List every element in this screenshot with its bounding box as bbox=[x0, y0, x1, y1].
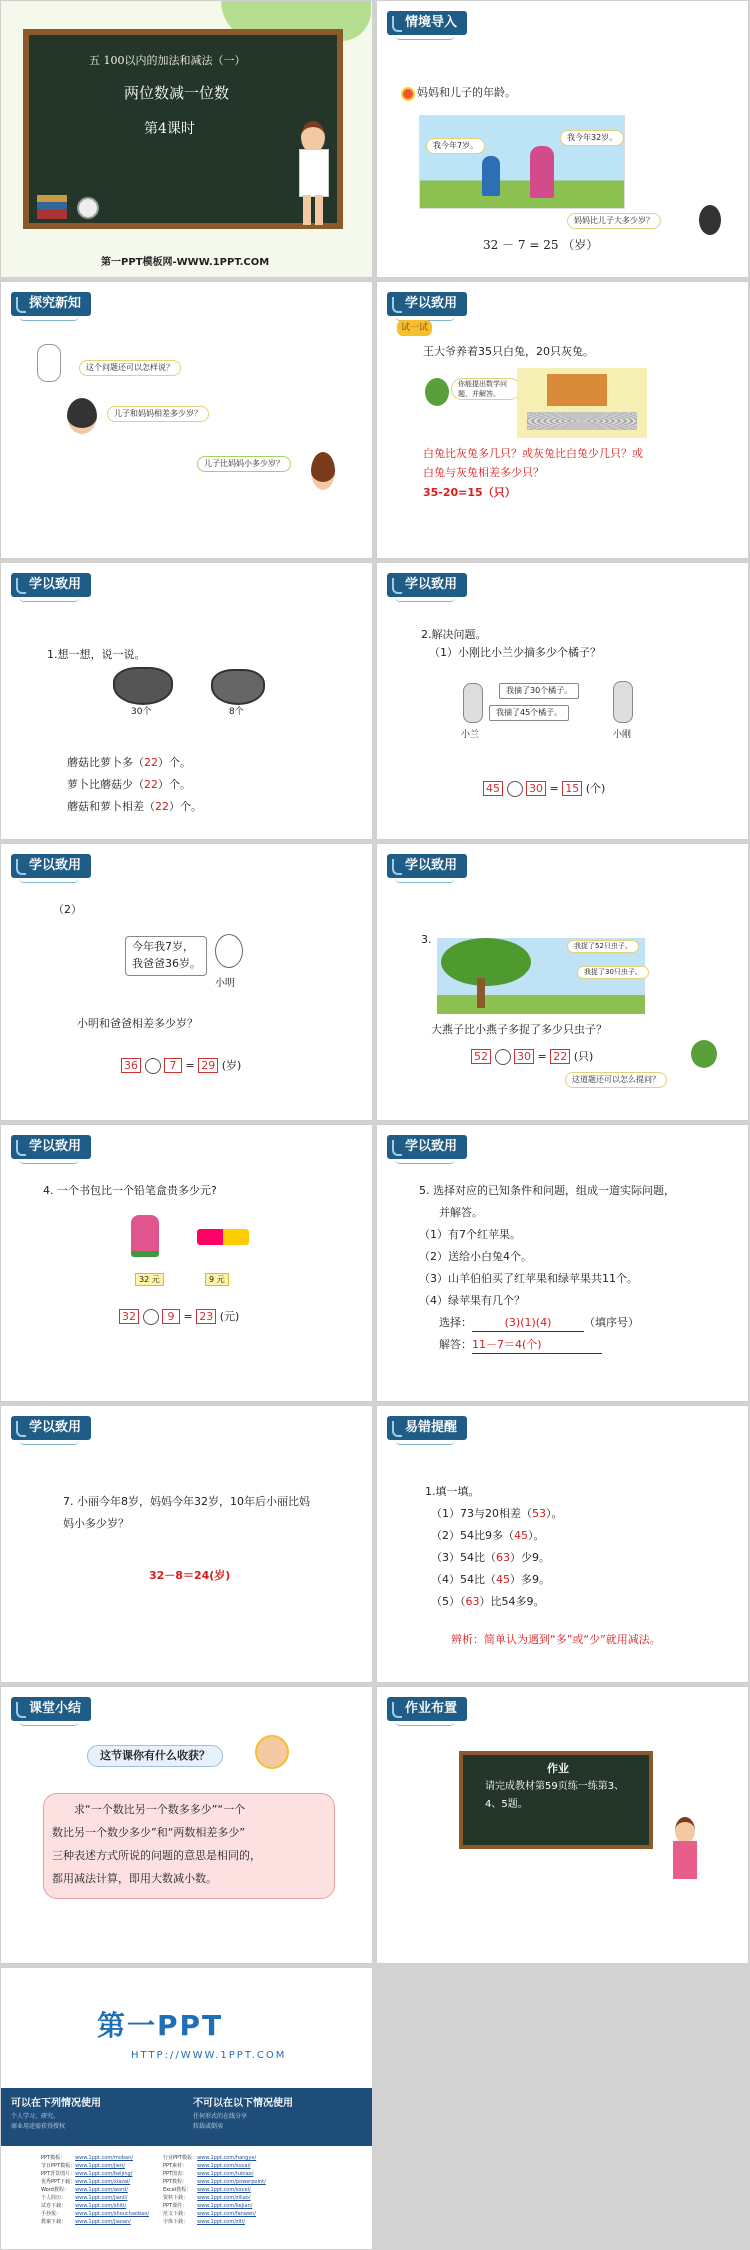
slide-mushrooms[interactable] bbox=[0, 562, 373, 840]
resource-label: PPT背景图片： bbox=[41, 2171, 76, 2177]
fill-line-2: （2）54比9多（45）。 bbox=[431, 1529, 545, 1542]
resource-label: 范文下载： bbox=[162, 2211, 188, 2217]
can-use-1: 个人学习、研究。 bbox=[11, 2113, 60, 2120]
boy-figure bbox=[311, 452, 335, 490]
summary-line3: 三种表述方式所说的问题的意思是相同的， bbox=[52, 1849, 261, 1862]
bubble-difference: 儿子和妈妈相差多少岁？ bbox=[107, 406, 209, 422]
girl-figure bbox=[67, 398, 97, 434]
resource-label: 节日PPT模板： bbox=[41, 2163, 76, 2169]
frog-figure bbox=[691, 1040, 717, 1068]
resource-link[interactable]: www.1ppt.com/tubiao/ bbox=[197, 2171, 254, 2177]
equation: 52 30 = 22 (只) bbox=[471, 1049, 593, 1065]
slide-apples[interactable] bbox=[376, 1124, 749, 1402]
section-badge: 学以致用 bbox=[387, 1135, 467, 1159]
label-xiaolan: 小兰 bbox=[461, 730, 480, 740]
resource-label: PPT课件： bbox=[162, 2203, 188, 2209]
slide-future-age[interactable] bbox=[0, 1405, 373, 1683]
frog-figure bbox=[425, 378, 449, 406]
xiaogang-figure bbox=[613, 681, 633, 723]
condition-1: （1）有7个红苹果。 bbox=[419, 1228, 521, 1241]
girl-figure bbox=[699, 205, 721, 235]
section-badge: 探究新知 bbox=[11, 292, 91, 316]
resource-link[interactable]: www.1ppt.com/xiazai/ bbox=[75, 2179, 131, 2185]
can-use-title: 可以在下列情况使用 bbox=[11, 2098, 101, 2109]
mom-bubble: 我今年32岁。 bbox=[560, 130, 624, 146]
radish-count: 8个 bbox=[229, 707, 244, 717]
resource-row bbox=[41, 2202, 280, 2210]
question-line2: 妈小多少岁？ bbox=[63, 1517, 129, 1530]
swallow-scene bbox=[437, 938, 645, 1014]
answer-line: 35-20=15（只） bbox=[423, 486, 516, 499]
resource-link[interactable]: www.1ppt.com/sucai/ bbox=[197, 2163, 251, 2169]
resource-row bbox=[41, 2162, 280, 2170]
bag-price: 32 元 bbox=[135, 1273, 164, 1286]
xiaoming-label: 小明 bbox=[215, 978, 235, 989]
resource-label: 试卷下载： bbox=[41, 2203, 67, 2209]
resource-row bbox=[41, 2218, 280, 2226]
slide-homework[interactable] bbox=[376, 1686, 749, 1964]
resource-label: 手抄报： bbox=[41, 2211, 62, 2217]
xiaolan-figure bbox=[463, 683, 483, 723]
bubble-line2: 我爸爸36岁。 bbox=[132, 957, 201, 970]
resource-link[interactable]: www.1ppt.com/kejian/ bbox=[197, 2203, 253, 2209]
bubble-52: 我捉了52只虫子。 bbox=[567, 940, 639, 953]
select-line: 选择： (3)(1)(4) （填序号） bbox=[439, 1315, 639, 1332]
section-badge: 情境导入 bbox=[387, 11, 467, 35]
answer: 32－8＝24(岁) bbox=[149, 1569, 231, 1582]
resource-label: 字体下载： bbox=[162, 2219, 188, 2225]
resource-link[interactable]: www.1ppt.com/word/ bbox=[75, 2187, 128, 2193]
resource-label: 优秀PPT下载： bbox=[41, 2179, 76, 2185]
summary-line2: 数比另一个数少多少”和“两数相差多少” bbox=[52, 1826, 246, 1839]
intro-line: 妈妈和儿子的年龄。 bbox=[417, 86, 516, 99]
fill-line-5: （5）（63）比54多9。 bbox=[431, 1595, 545, 1608]
label-xiaogang: 小刚 bbox=[613, 730, 632, 740]
resource-link[interactable]: www.1ppt.com/jieri/ bbox=[75, 2163, 125, 2169]
books-icon bbox=[37, 195, 67, 219]
pencilcase-icon bbox=[197, 1229, 249, 1245]
summary-card bbox=[43, 1793, 335, 1899]
resource-row bbox=[41, 2178, 280, 2186]
slide-bag-price[interactable] bbox=[0, 1124, 373, 1402]
exercise-title: 1.填一填。 bbox=[425, 1485, 480, 1498]
homework-line2: 4、5题。 bbox=[485, 1799, 528, 1810]
question-line1: 白兔比灰兔多几只？或灰兔比白兔少几只？或 bbox=[423, 447, 643, 460]
fill-line-3: （3）54比（63）少9。 bbox=[431, 1551, 550, 1564]
resource-link[interactable]: www.1ppt.com/ziti/ bbox=[197, 2219, 245, 2225]
exercise-title-2: 并解答。 bbox=[439, 1206, 483, 1219]
site-url[interactable]: HTTP://WWW.1PPT.COM bbox=[131, 2050, 287, 2061]
resource-row bbox=[41, 2170, 280, 2178]
tip-bubble: 这道题还可以怎么提问？ bbox=[565, 1072, 667, 1088]
resource-label: 资料下载： bbox=[162, 2195, 188, 2201]
flower-icon bbox=[401, 87, 415, 101]
section-badge: 学以致用 bbox=[11, 1416, 91, 1440]
resource-label: 行业PPT模板： bbox=[162, 2155, 198, 2161]
slide-apply-rabbits[interactable] bbox=[376, 281, 749, 559]
reflection-question: 这节课你有什么收获？ bbox=[87, 1745, 223, 1767]
question-bubble: 妈妈比儿子大多少岁？ bbox=[567, 213, 661, 229]
bubble-younger: 儿子比妈妈小多少岁？ bbox=[197, 456, 291, 472]
mom-figure bbox=[530, 146, 554, 198]
topic-title: 两位数减一位数 bbox=[124, 84, 230, 102]
section-badge: 易错提醒 bbox=[387, 1416, 467, 1440]
fill-line-4: （4）54比（45）多9。 bbox=[431, 1573, 550, 1586]
resource-link[interactable]: www.1ppt.com/moban/ bbox=[75, 2155, 133, 2161]
unit-title: 五 100以内的加法和减法（一） bbox=[89, 54, 246, 67]
section-badge: 学以致用 bbox=[387, 292, 467, 316]
resource-label: PPT模板： bbox=[41, 2155, 66, 2161]
summary-line1: 求“一个数比另一个数多多少”“一个 bbox=[74, 1803, 246, 1816]
resource-link[interactable]: www.1ppt.com/excel/ bbox=[197, 2187, 251, 2193]
clock-icon bbox=[77, 197, 99, 219]
condition-3: （3）山羊伯伯买了红苹果和绿苹果共11个。 bbox=[419, 1272, 638, 1285]
angel-figure bbox=[255, 1735, 289, 1769]
homework-line1: 请完成教材第59页练一练第3、 bbox=[485, 1781, 625, 1792]
cannot-use-title: 不可以在以下情况使用 bbox=[193, 2098, 293, 2109]
equation: 36 7 = 29 (岁) bbox=[121, 1058, 241, 1074]
resource-link[interactable]: www.1ppt.com/shouchaobao/ bbox=[75, 2211, 149, 2217]
exercise-title: （2） bbox=[53, 903, 82, 916]
equation: 32 9 = 23 (元) bbox=[119, 1309, 239, 1325]
can-use-2: 商业用途需获得授权 bbox=[11, 2123, 66, 2130]
question: 小明和爸爸相差多少岁？ bbox=[77, 1017, 198, 1030]
fill-line-2: 萝卜比蘑菇少（22）个。 bbox=[67, 778, 191, 791]
equation: 45 30 = 15 (个) bbox=[483, 781, 605, 797]
xiaoming-figure bbox=[215, 934, 243, 968]
resource-links bbox=[41, 2154, 280, 2226]
resource-label: Excel教程： bbox=[162, 2187, 192, 2193]
resource-label: 教案下载： bbox=[41, 2219, 67, 2225]
rabbit-figure bbox=[37, 344, 61, 382]
resource-row bbox=[41, 2154, 280, 2162]
homework-board bbox=[459, 1751, 653, 1849]
section-badge: 作业布置 bbox=[387, 1697, 467, 1721]
resource-row bbox=[41, 2186, 280, 2194]
cannot-use-2: 转载或倒卖 bbox=[193, 2123, 224, 2130]
exercise-title: 4. 一个书包比一个铅笔盒贵多少元? bbox=[43, 1184, 217, 1197]
bubble-rephrase: 这个问题还可以怎样说？ bbox=[79, 360, 181, 376]
age-equation: 32 － 7 = 25 （岁） bbox=[483, 238, 599, 252]
homework-title: 作业 bbox=[547, 1762, 569, 1775]
mushroom-basket-icon bbox=[113, 667, 173, 705]
resource-link[interactable]: www.1ppt.com/jianli/ bbox=[75, 2195, 128, 2201]
bubble-line1: 今年我7岁， bbox=[132, 940, 194, 953]
resource-link[interactable]: www.1ppt.com/shiti/ bbox=[75, 2203, 127, 2209]
slide-title[interactable] bbox=[0, 0, 373, 278]
summary-line4: 都用减法计算，即用大数减小数。 bbox=[52, 1872, 217, 1885]
bubble-45: 我摘了45个橘子。 bbox=[489, 705, 569, 721]
section-badge: 学以致用 bbox=[387, 854, 467, 878]
speech-box bbox=[125, 936, 207, 976]
rabbit-farm-image bbox=[517, 368, 647, 438]
analysis-note: 辨析：简单认为遇到“多”或“少”就用减法。 bbox=[451, 1633, 661, 1646]
exercise-title: 2.解决问题。 bbox=[421, 628, 487, 641]
resource-link[interactable]: www.1ppt.com/ziliao/ bbox=[197, 2195, 251, 2201]
resource-label: PPT图表： bbox=[162, 2171, 188, 2177]
resource-link[interactable]: www.1ppt.com/fanwen/ bbox=[197, 2211, 256, 2217]
son-bubble: 我今年7岁。 bbox=[426, 138, 485, 154]
question-line1: 7. 小丽今年8岁，妈妈今年32岁，10年后小丽比妈 bbox=[63, 1495, 310, 1508]
bubble-30: 我捉了30只虫子。 bbox=[577, 966, 649, 979]
slide-swallows[interactable] bbox=[376, 843, 749, 1121]
son-figure bbox=[482, 156, 500, 196]
condition-2: （2）送给小白兔4个。 bbox=[419, 1250, 532, 1263]
resource-label: 个人简历： bbox=[41, 2195, 67, 2201]
teacher-figure bbox=[293, 121, 333, 241]
resource-row bbox=[41, 2210, 280, 2218]
section-badge: 课堂小结 bbox=[11, 1697, 91, 1721]
question-line2: 白兔与灰兔相差多少只？ bbox=[423, 466, 544, 479]
radish-basket-icon bbox=[211, 669, 265, 705]
fill-line-1: 蘑菇比萝卜多（22）个。 bbox=[67, 756, 191, 769]
section-badge: 学以致用 bbox=[11, 1135, 91, 1159]
exercise-sub: （1）小刚比小兰少摘多少个橘子？ bbox=[429, 646, 601, 659]
teacher-figure bbox=[669, 1817, 701, 1907]
try-tag: 试一试 bbox=[397, 320, 432, 336]
slide-oranges[interactable] bbox=[376, 562, 749, 840]
slide-mistakes[interactable] bbox=[376, 1405, 749, 1683]
resource-link[interactable]: www.1ppt.com/jiaoan/ bbox=[75, 2219, 131, 2225]
fill-line-1: （1）73与20相差（53）。 bbox=[431, 1507, 563, 1520]
rabbits-line: 王大爷养着35只白兔，20只灰兔。 bbox=[423, 345, 594, 358]
cannot-use-1: 任何形式的在线分享 bbox=[193, 2113, 248, 2120]
resource-label: Word教程： bbox=[41, 2187, 69, 2193]
resource-link[interactable]: www.1ppt.com/hangye/ bbox=[197, 2155, 257, 2161]
slide-summary[interactable] bbox=[0, 1686, 373, 1964]
section-badge: 学以致用 bbox=[11, 854, 91, 878]
lesson-label: 第4课时 bbox=[144, 121, 195, 137]
resource-row bbox=[41, 2194, 280, 2202]
exercise-title: 3. bbox=[421, 933, 432, 946]
solution-line: 解答：11－7＝4(个) bbox=[439, 1337, 602, 1354]
exercise-title: 1.想一想，说一说。 bbox=[47, 648, 146, 661]
site-footer[interactable]: 第一PPT模板网-WWW.1PPT.COM bbox=[101, 257, 270, 268]
fill-line-3: 蘑菇和萝卜相差（22）个。 bbox=[67, 800, 202, 813]
exercise-title-1: 5. 选择对应的已知条件和问题，组成一道实际问题， bbox=[419, 1184, 675, 1197]
hint-bubble: 你能提出数学问题，并解答。 bbox=[451, 378, 521, 400]
section-badge: 学以致用 bbox=[387, 573, 467, 597]
resource-link[interactable]: www.1ppt.com/beijing/ bbox=[75, 2171, 133, 2177]
slide-age-diff[interactable] bbox=[0, 843, 373, 1121]
usage-bar bbox=[1, 2088, 373, 2146]
mushroom-count: 30个 bbox=[131, 707, 152, 717]
schoolbag-icon bbox=[131, 1215, 159, 1257]
case-price: 9 元 bbox=[205, 1273, 229, 1286]
resource-link[interactable]: www.1ppt.com/powerpoint/ bbox=[197, 2179, 266, 2185]
slide-scene-intro[interactable] bbox=[376, 0, 749, 278]
ppt-logo: 第一PPT bbox=[97, 2009, 224, 2042]
resource-label: PPT教程： bbox=[162, 2179, 188, 2185]
bubble-30: 我摘了30个橘子。 bbox=[499, 683, 579, 699]
slide-explore[interactable] bbox=[0, 281, 373, 559]
scene-image bbox=[419, 115, 625, 209]
section-badge: 学以致用 bbox=[11, 573, 91, 597]
condition-4: （4）绿苹果有几个？ bbox=[419, 1294, 525, 1307]
slide-credits[interactable] bbox=[0, 1967, 373, 2250]
question: 大燕子比小燕子多捉了多少只虫子？ bbox=[431, 1023, 607, 1036]
resource-label: PPT素材： bbox=[162, 2163, 188, 2169]
